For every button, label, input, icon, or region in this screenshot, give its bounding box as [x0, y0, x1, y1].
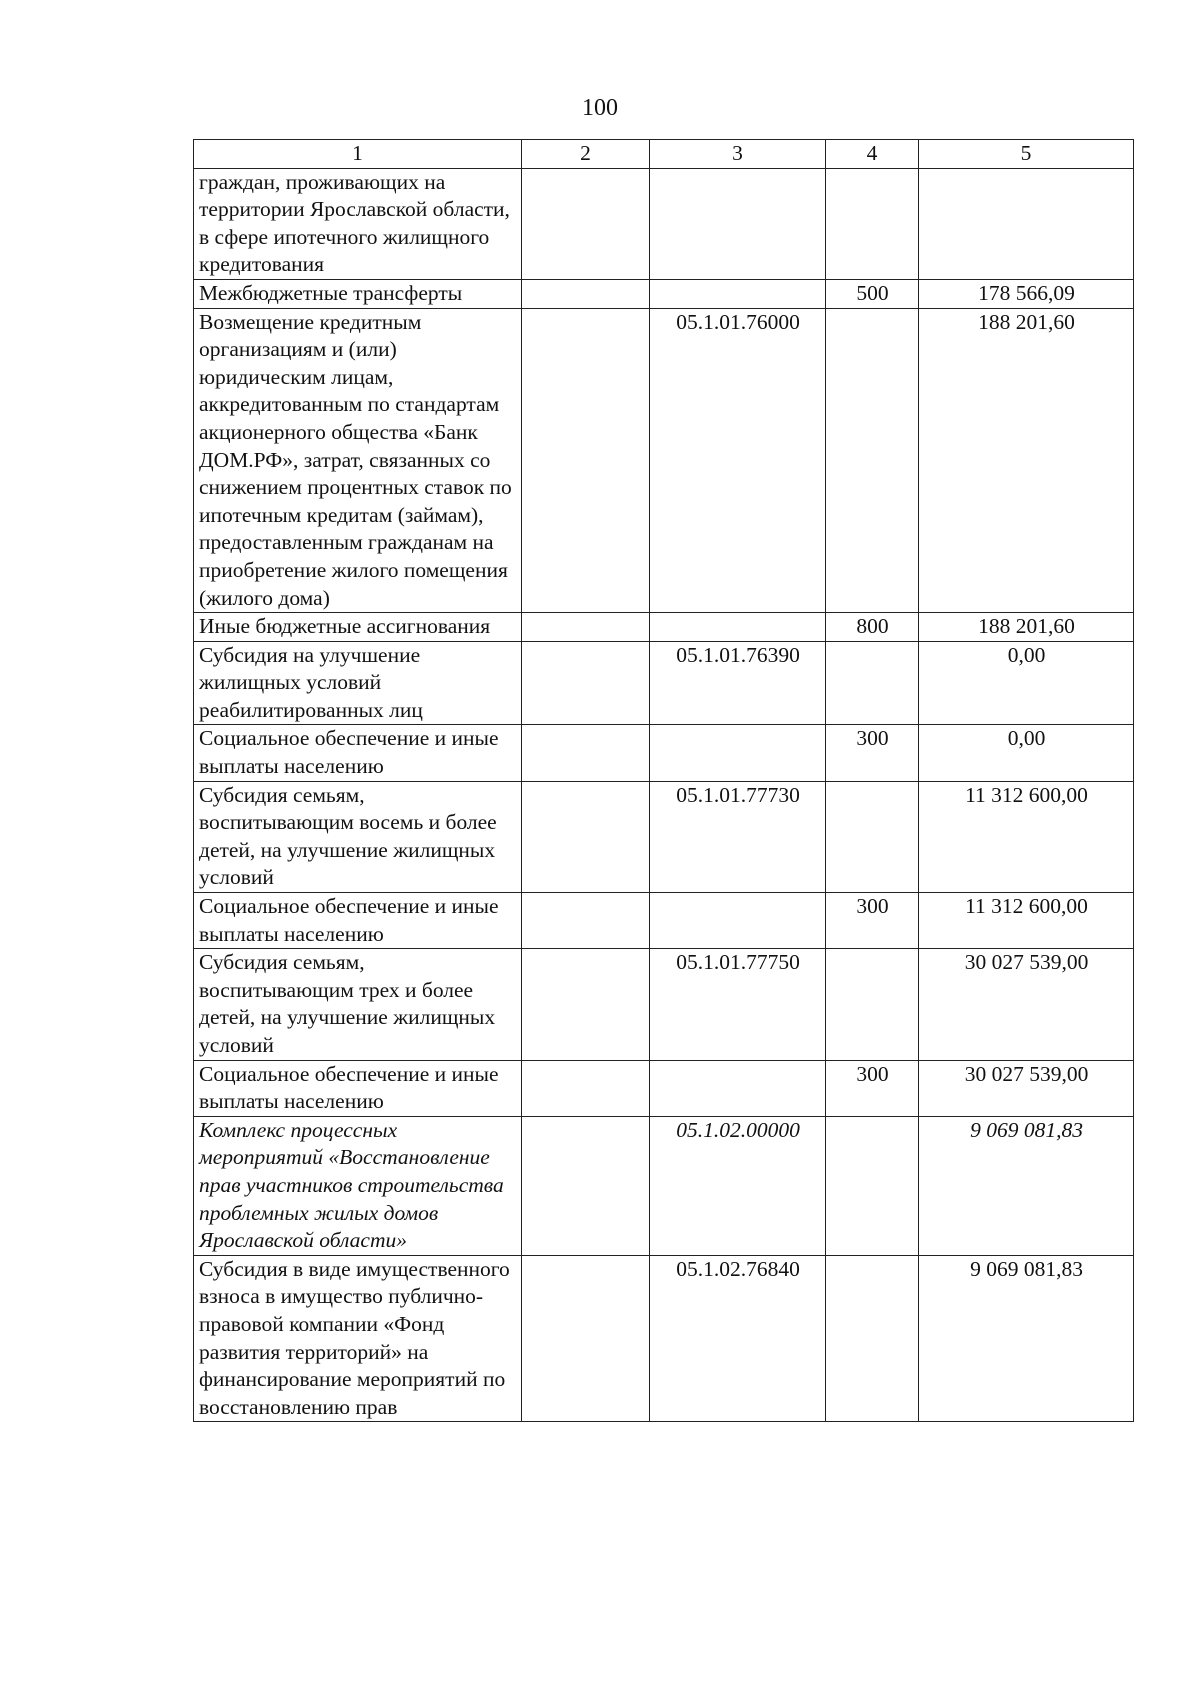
row-code-cell: 05.1.02.76840	[650, 1255, 826, 1422]
table-row	[194, 1255, 1134, 1422]
row-amount-cell: 9 069 081,83	[919, 1255, 1134, 1422]
table-header-row	[194, 140, 1134, 169]
row-name-cell: Возмещение кредитным организациям и (или) юридическим лицам, аккредитованным по стандартам акционерного общества «Банк ДОМ.РФ», затрат, связанных со снижением процентных ставок по ипотечным кредитам (займам), предоставленным гражданам на приобретение жилого помещения (жилого дома)	[194, 308, 522, 613]
row-amount-cell: 30 027 539,00	[919, 1060, 1134, 1116]
row-col2-cell	[522, 1116, 650, 1255]
row-amount-cell: 178 566,09	[919, 279, 1134, 308]
row-col2-cell	[522, 168, 650, 279]
row-col2-cell	[522, 781, 650, 892]
column-header: 2	[522, 140, 650, 169]
row-amount-cell: 188 201,60	[919, 613, 1134, 642]
row-type-cell: 500	[826, 279, 919, 308]
row-code-cell: 05.1.01.76390	[650, 641, 826, 725]
column-header: 4	[826, 140, 919, 169]
row-amount-cell: 30 027 539,00	[919, 949, 1134, 1060]
page-number: 100	[582, 95, 618, 121]
row-name-cell: Социальное обеспечение и иные выплаты населению	[194, 725, 522, 781]
table-row	[194, 168, 1134, 279]
row-type-cell	[826, 949, 919, 1060]
row-code-cell: 05.1.01.77750	[650, 949, 826, 1060]
row-code-cell	[650, 725, 826, 781]
budget-table	[193, 139, 1134, 1422]
row-type-cell	[826, 308, 919, 613]
row-name-cell: Социальное обеспечение и иные выплаты населению	[194, 1060, 522, 1116]
row-name-cell: Субсидия семьям, воспитывающим трех и более детей, на улучшение жилищных условий	[194, 949, 522, 1060]
column-header: 1	[194, 140, 522, 169]
row-name-cell: Комплекс процессных мероприятий «Восстановление прав участников строительства проблемных жилых домов Ярославской области»	[194, 1116, 522, 1255]
row-name-cell: Социальное обеспечение и иные выплаты населению	[194, 893, 522, 949]
row-type-cell	[826, 168, 919, 279]
row-col2-cell	[522, 949, 650, 1060]
row-name-cell: Субсидия на улучшение жилищных условий реабилитированных лиц	[194, 641, 522, 725]
row-col2-cell	[522, 725, 650, 781]
row-col2-cell	[522, 893, 650, 949]
row-name-cell: граждан, проживающих на территории Ярославской области, в сфере ипотечного жилищного кредитования	[194, 168, 522, 279]
row-col2-cell	[522, 1060, 650, 1116]
table-row	[194, 1116, 1134, 1255]
row-type-cell	[826, 1255, 919, 1422]
row-code-cell	[650, 1060, 826, 1116]
row-name-cell: Межбюджетные трансферты	[194, 279, 522, 308]
table-row	[194, 949, 1134, 1060]
row-code-cell: 05.1.01.76000	[650, 308, 826, 613]
row-type-cell: 300	[826, 725, 919, 781]
row-type-cell: 800	[826, 613, 919, 642]
row-amount-cell	[919, 168, 1134, 279]
row-amount-cell: 188 201,60	[919, 308, 1134, 613]
row-code-cell: 05.1.01.77730	[650, 781, 826, 892]
table-row	[194, 1060, 1134, 1116]
row-code-cell	[650, 168, 826, 279]
row-type-cell	[826, 641, 919, 725]
row-name-cell: Иные бюджетные ассигнования	[194, 613, 522, 642]
row-type-cell: 300	[826, 893, 919, 949]
row-type-cell	[826, 781, 919, 892]
table-row	[194, 893, 1134, 949]
row-type-cell: 300	[826, 1060, 919, 1116]
row-col2-cell	[522, 279, 650, 308]
row-col2-cell	[522, 308, 650, 613]
row-col2-cell	[522, 613, 650, 642]
row-col2-cell	[522, 641, 650, 725]
row-amount-cell: 11 312 600,00	[919, 781, 1134, 892]
row-amount-cell: 11 312 600,00	[919, 893, 1134, 949]
column-header: 5	[919, 140, 1134, 169]
column-header: 3	[650, 140, 826, 169]
row-col2-cell	[522, 1255, 650, 1422]
table-row	[194, 781, 1134, 892]
row-type-cell	[826, 1116, 919, 1255]
row-amount-cell: 0,00	[919, 725, 1134, 781]
row-amount-cell: 0,00	[919, 641, 1134, 725]
row-name-cell: Субсидия в виде имущественного взноса в имущество публично-правовой компании «Фонд развития территорий» на финансирование мероприятий по восстановлению прав	[194, 1255, 522, 1422]
table-row	[194, 308, 1134, 613]
row-amount-cell: 9 069 081,83	[919, 1116, 1134, 1255]
row-code-cell	[650, 613, 826, 642]
table-row	[194, 279, 1134, 308]
row-code-cell	[650, 279, 826, 308]
row-code-cell: 05.1.02.00000	[650, 1116, 826, 1255]
table-row	[194, 641, 1134, 725]
row-name-cell: Субсидия семьям, воспитывающим восемь и более детей, на улучшение жилищных условий	[194, 781, 522, 892]
table-row	[194, 725, 1134, 781]
table-row	[194, 613, 1134, 642]
row-code-cell	[650, 893, 826, 949]
